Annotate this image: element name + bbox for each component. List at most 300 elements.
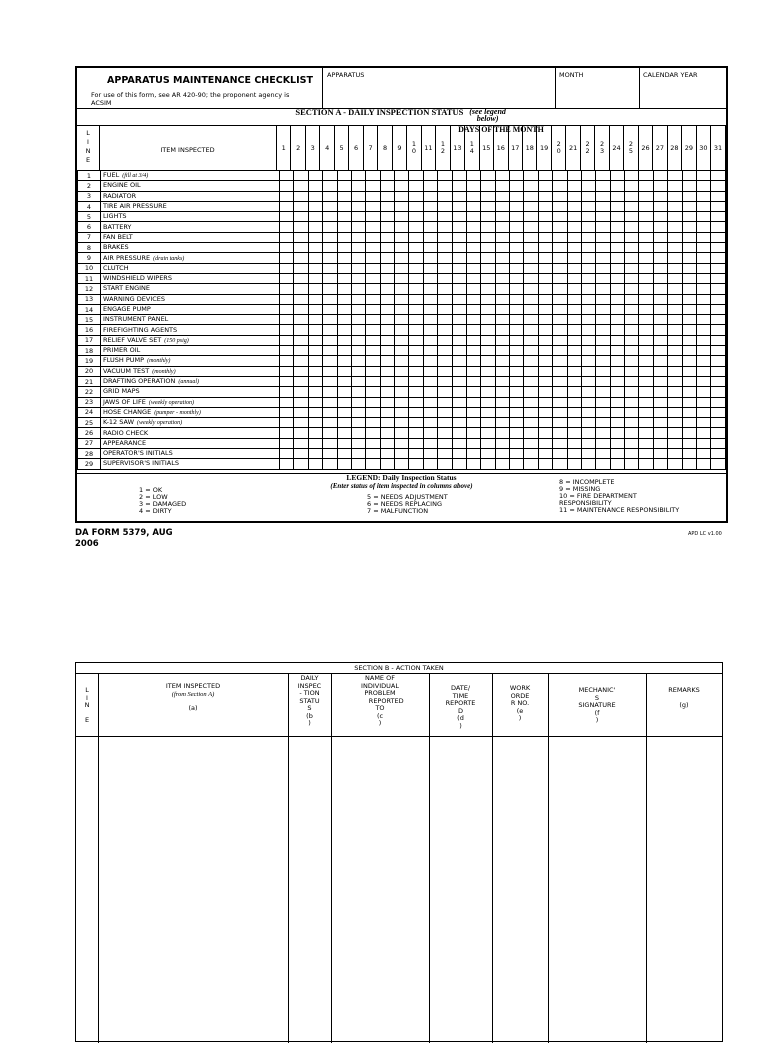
status-cell[interactable]: [567, 294, 581, 304]
status-cell[interactable]: [610, 335, 624, 345]
status-cell[interactable]: [524, 212, 538, 222]
status-cell[interactable]: [653, 315, 667, 325]
status-cell[interactable]: [653, 253, 667, 263]
status-cell[interactable]: [438, 294, 452, 304]
status-cell[interactable]: [510, 366, 524, 376]
status-cell[interactable]: [682, 222, 696, 232]
status-cell[interactable]: [625, 325, 639, 335]
status-cell[interactable]: [380, 376, 394, 386]
status-cell[interactable]: [625, 253, 639, 263]
status-cell[interactable]: [308, 191, 322, 201]
status-cell[interactable]: [538, 191, 552, 201]
status-cell[interactable]: [337, 449, 351, 459]
status-cell[interactable]: [538, 366, 552, 376]
status-cell[interactable]: [380, 346, 394, 356]
status-cell[interactable]: [351, 335, 365, 345]
status-cell[interactable]: [280, 315, 294, 325]
status-cell[interactable]: [653, 212, 667, 222]
status-cell[interactable]: [553, 181, 567, 191]
status-cell[interactable]: [610, 212, 624, 222]
status-cell[interactable]: [280, 212, 294, 222]
status-cell[interactable]: [481, 428, 495, 438]
status-cell[interactable]: [610, 171, 624, 181]
status-cell[interactable]: [668, 325, 682, 335]
status-cell[interactable]: [639, 191, 653, 201]
status-cell[interactable]: [711, 418, 726, 428]
status-cell[interactable]: [711, 201, 726, 211]
status-cell[interactable]: [653, 356, 667, 366]
status-cell[interactable]: [366, 263, 380, 273]
status-cell[interactable]: [395, 376, 409, 386]
status-cell[interactable]: [524, 397, 538, 407]
status-cell[interactable]: [495, 191, 509, 201]
status-cell[interactable]: [639, 366, 653, 376]
status-cell[interactable]: [466, 387, 480, 397]
status-cell[interactable]: [567, 315, 581, 325]
status-cell[interactable]: [337, 428, 351, 438]
status-cell[interactable]: [280, 181, 294, 191]
status-cell[interactable]: [581, 243, 595, 253]
status-cell[interactable]: [409, 438, 423, 448]
status-cell[interactable]: [452, 438, 466, 448]
status-cell[interactable]: [668, 232, 682, 242]
status-cell[interactable]: [653, 325, 667, 335]
status-cell[interactable]: [337, 315, 351, 325]
status-cell[interactable]: [481, 346, 495, 356]
status-cell[interactable]: [294, 263, 308, 273]
status-cell[interactable]: [366, 438, 380, 448]
status-cell[interactable]: [567, 428, 581, 438]
status-cell[interactable]: [538, 315, 552, 325]
status-cell[interactable]: [495, 356, 509, 366]
status-cell[interactable]: [495, 263, 509, 273]
status-cell[interactable]: [323, 273, 337, 283]
status-cell[interactable]: [495, 418, 509, 428]
status-cell[interactable]: [351, 191, 365, 201]
status-cell[interactable]: [610, 315, 624, 325]
status-cell[interactable]: [553, 449, 567, 459]
status-cell[interactable]: [452, 356, 466, 366]
status-cell[interactable]: [610, 222, 624, 232]
status-cell[interactable]: [366, 387, 380, 397]
status-cell[interactable]: [553, 428, 567, 438]
status-cell[interactable]: [639, 397, 653, 407]
status-cell[interactable]: [682, 397, 696, 407]
status-cell[interactable]: [538, 232, 552, 242]
status-cell[interactable]: [409, 232, 423, 242]
status-cell[interactable]: [380, 294, 394, 304]
status-cell[interactable]: [366, 191, 380, 201]
status-cell[interactable]: [423, 387, 437, 397]
status-cell[interactable]: [639, 356, 653, 366]
status-cell[interactable]: [639, 335, 653, 345]
status-cell[interactable]: [524, 304, 538, 314]
status-cell[interactable]: [395, 284, 409, 294]
status-cell[interactable]: [452, 284, 466, 294]
status-cell[interactable]: [466, 438, 480, 448]
status-cell[interactable]: [308, 418, 322, 428]
status-cell[interactable]: [495, 304, 509, 314]
status-cell[interactable]: [653, 335, 667, 345]
status-cell[interactable]: [294, 407, 308, 417]
status-cell[interactable]: [696, 294, 710, 304]
status-cell[interactable]: [625, 212, 639, 222]
status-cell[interactable]: [395, 222, 409, 232]
status-cell[interactable]: [423, 263, 437, 273]
status-cell[interactable]: [438, 346, 452, 356]
status-cell[interactable]: [639, 243, 653, 253]
status-cell[interactable]: [481, 387, 495, 397]
status-cell[interactable]: [438, 181, 452, 191]
status-cell[interactable]: [337, 222, 351, 232]
status-cell[interactable]: [581, 304, 595, 314]
status-cell[interactable]: [438, 243, 452, 253]
status-cell[interactable]: [581, 459, 595, 469]
status-cell[interactable]: [466, 315, 480, 325]
status-cell[interactable]: [668, 335, 682, 345]
status-cell[interactable]: [308, 294, 322, 304]
status-cell[interactable]: [553, 222, 567, 232]
status-cell[interactable]: [524, 284, 538, 294]
status-cell[interactable]: [323, 366, 337, 376]
status-cell[interactable]: [610, 449, 624, 459]
status-cell[interactable]: [380, 418, 394, 428]
status-cell[interactable]: [567, 253, 581, 263]
status-cell[interactable]: [380, 459, 394, 469]
status-cell[interactable]: [395, 315, 409, 325]
status-cell[interactable]: [452, 428, 466, 438]
status-cell[interactable]: [409, 428, 423, 438]
status-cell[interactable]: [323, 407, 337, 417]
status-cell[interactable]: [308, 222, 322, 232]
status-cell[interactable]: [409, 335, 423, 345]
status-cell[interactable]: [438, 212, 452, 222]
status-cell[interactable]: [466, 418, 480, 428]
status-cell[interactable]: [639, 294, 653, 304]
status-cell[interactable]: [538, 397, 552, 407]
status-cell[interactable]: [510, 171, 524, 181]
status-cell[interactable]: [682, 346, 696, 356]
status-cell[interactable]: [524, 346, 538, 356]
status-cell[interactable]: [653, 243, 667, 253]
status-cell[interactable]: [639, 212, 653, 222]
status-cell[interactable]: [466, 366, 480, 376]
status-cell[interactable]: [280, 449, 294, 459]
status-cell[interactable]: [610, 201, 624, 211]
status-cell[interactable]: [495, 181, 509, 191]
status-cell[interactable]: [280, 397, 294, 407]
status-cell[interactable]: [380, 284, 394, 294]
status-cell[interactable]: [395, 273, 409, 283]
status-cell[interactable]: [711, 171, 726, 181]
status-cell[interactable]: [696, 232, 710, 242]
status-cell[interactable]: [639, 181, 653, 191]
status-cell[interactable]: [438, 449, 452, 459]
remarks-entry-area[interactable]: [647, 738, 721, 1038]
status-cell[interactable]: [323, 253, 337, 263]
status-cell[interactable]: [495, 346, 509, 356]
status-cell[interactable]: [481, 335, 495, 345]
status-cell[interactable]: [567, 418, 581, 428]
status-cell[interactable]: [351, 438, 365, 448]
status-cell[interactable]: [711, 407, 726, 417]
status-cell[interactable]: [596, 181, 610, 191]
status-cell[interactable]: [610, 428, 624, 438]
status-cell[interactable]: [639, 418, 653, 428]
status-cell[interactable]: [567, 335, 581, 345]
status-cell[interactable]: [395, 449, 409, 459]
status-cell[interactable]: [639, 346, 653, 356]
status-cell[interactable]: [423, 428, 437, 438]
status-cell[interactable]: [639, 428, 653, 438]
status-cell[interactable]: [423, 459, 437, 469]
status-cell[interactable]: [581, 171, 595, 181]
status-cell[interactable]: [668, 212, 682, 222]
status-cell[interactable]: [711, 232, 726, 242]
status-cell[interactable]: [366, 407, 380, 417]
status-cell[interactable]: [481, 273, 495, 283]
status-cell[interactable]: [280, 366, 294, 376]
status-cell[interactable]: [653, 459, 667, 469]
status-cell[interactable]: [696, 212, 710, 222]
status-cell[interactable]: [323, 397, 337, 407]
status-cell[interactable]: [423, 325, 437, 335]
status-cell[interactable]: [610, 387, 624, 397]
status-cell[interactable]: [510, 232, 524, 242]
status-cell[interactable]: [668, 273, 682, 283]
status-cell[interactable]: [696, 346, 710, 356]
status-cell[interactable]: [625, 418, 639, 428]
status-cell[interactable]: [452, 212, 466, 222]
status-cell[interactable]: [452, 263, 466, 273]
status-cell[interactable]: [538, 449, 552, 459]
status-cell[interactable]: [581, 346, 595, 356]
status-cell[interactable]: [668, 263, 682, 273]
status-cell[interactable]: [639, 232, 653, 242]
status-cell[interactable]: [711, 273, 726, 283]
status-cell[interactable]: [466, 191, 480, 201]
status-cell[interactable]: [280, 232, 294, 242]
status-cell[interactable]: [682, 304, 696, 314]
status-cell[interactable]: [538, 428, 552, 438]
status-cell[interactable]: [524, 222, 538, 232]
status-cell[interactable]: [510, 418, 524, 428]
status-cell[interactable]: [380, 273, 394, 283]
status-cell[interactable]: [323, 212, 337, 222]
status-cell[interactable]: [553, 438, 567, 448]
status-cell[interactable]: [466, 294, 480, 304]
status-cell[interactable]: [625, 171, 639, 181]
status-cell[interactable]: [596, 335, 610, 345]
status-cell[interactable]: [366, 222, 380, 232]
status-cell[interactable]: [625, 459, 639, 469]
status-cell[interactable]: [696, 201, 710, 211]
status-cell[interactable]: [696, 438, 710, 448]
status-cell[interactable]: [423, 294, 437, 304]
status-cell[interactable]: [308, 263, 322, 273]
status-cell[interactable]: [395, 212, 409, 222]
status-cell[interactable]: [423, 366, 437, 376]
daily-inspection-status-entry-area[interactable]: [289, 738, 330, 1038]
status-cell[interactable]: [337, 284, 351, 294]
status-cell[interactable]: [395, 325, 409, 335]
status-cell[interactable]: [409, 325, 423, 335]
status-cell[interactable]: [280, 243, 294, 253]
status-cell[interactable]: [280, 428, 294, 438]
status-cell[interactable]: [538, 304, 552, 314]
status-cell[interactable]: [524, 418, 538, 428]
status-cell[interactable]: [711, 222, 726, 232]
status-cell[interactable]: [610, 232, 624, 242]
status-cell[interactable]: [409, 171, 423, 181]
status-cell[interactable]: [323, 232, 337, 242]
status-cell[interactable]: [639, 263, 653, 273]
status-cell[interactable]: [466, 253, 480, 263]
status-cell[interactable]: [366, 397, 380, 407]
calendar-year-field[interactable]: [642, 80, 724, 106]
status-cell[interactable]: [337, 171, 351, 181]
status-cell[interactable]: [409, 346, 423, 356]
status-cell[interactable]: [294, 428, 308, 438]
status-cell[interactable]: [409, 366, 423, 376]
status-cell[interactable]: [553, 273, 567, 283]
status-cell[interactable]: [696, 376, 710, 386]
status-cell[interactable]: [696, 428, 710, 438]
status-cell[interactable]: [423, 376, 437, 386]
status-cell[interactable]: [596, 201, 610, 211]
status-cell[interactable]: [567, 191, 581, 201]
status-cell[interactable]: [395, 201, 409, 211]
status-cell[interactable]: [409, 418, 423, 428]
status-cell[interactable]: [625, 449, 639, 459]
status-cell[interactable]: [696, 407, 710, 417]
status-cell[interactable]: [294, 212, 308, 222]
status-cell[interactable]: [423, 304, 437, 314]
status-cell[interactable]: [711, 387, 726, 397]
status-cell[interactable]: [466, 376, 480, 386]
status-cell[interactable]: [625, 315, 639, 325]
status-cell[interactable]: [466, 201, 480, 211]
status-cell[interactable]: [653, 263, 667, 273]
status-cell[interactable]: [581, 449, 595, 459]
status-cell[interactable]: [495, 397, 509, 407]
status-cell[interactable]: [423, 397, 437, 407]
status-cell[interactable]: [524, 376, 538, 386]
status-cell[interactable]: [481, 397, 495, 407]
status-cell[interactable]: [510, 376, 524, 386]
status-cell[interactable]: [395, 407, 409, 417]
status-cell[interactable]: [510, 428, 524, 438]
status-cell[interactable]: [696, 335, 710, 345]
status-cell[interactable]: [668, 407, 682, 417]
status-cell[interactable]: [308, 407, 322, 417]
status-cell[interactable]: [438, 376, 452, 386]
status-cell[interactable]: [610, 253, 624, 263]
status-cell[interactable]: [711, 325, 726, 335]
status-cell[interactable]: [409, 397, 423, 407]
status-cell[interactable]: [308, 449, 322, 459]
status-cell[interactable]: [567, 243, 581, 253]
status-cell[interactable]: [668, 171, 682, 181]
status-cell[interactable]: [308, 201, 322, 211]
status-cell[interactable]: [438, 366, 452, 376]
status-cell[interactable]: [438, 273, 452, 283]
status-cell[interactable]: [452, 335, 466, 345]
status-cell[interactable]: [581, 253, 595, 263]
status-cell[interactable]: [581, 438, 595, 448]
status-cell[interactable]: [711, 346, 726, 356]
status-cell[interactable]: [308, 253, 322, 263]
status-cell[interactable]: [366, 356, 380, 366]
status-cell[interactable]: [351, 212, 365, 222]
status-cell[interactable]: [696, 171, 710, 181]
status-cell[interactable]: [682, 243, 696, 253]
status-cell[interactable]: [639, 222, 653, 232]
status-cell[interactable]: [294, 201, 308, 211]
status-cell[interactable]: [495, 243, 509, 253]
status-cell[interactable]: [395, 356, 409, 366]
status-cell[interactable]: [351, 171, 365, 181]
status-cell[interactable]: [581, 201, 595, 211]
status-cell[interactable]: [682, 407, 696, 417]
status-cell[interactable]: [596, 263, 610, 273]
status-cell[interactable]: [438, 335, 452, 345]
status-cell[interactable]: [510, 325, 524, 335]
status-cell[interactable]: [567, 407, 581, 417]
status-cell[interactable]: [423, 201, 437, 211]
status-cell[interactable]: [366, 201, 380, 211]
status-cell[interactable]: [351, 356, 365, 366]
status-cell[interactable]: [351, 387, 365, 397]
status-cell[interactable]: [625, 243, 639, 253]
status-cell[interactable]: [639, 438, 653, 448]
status-cell[interactable]: [668, 428, 682, 438]
status-cell[interactable]: [423, 438, 437, 448]
status-cell[interactable]: [495, 407, 509, 417]
status-cell[interactable]: [466, 407, 480, 417]
status-cell[interactable]: [380, 356, 394, 366]
status-cell[interactable]: [668, 397, 682, 407]
status-cell[interactable]: [323, 387, 337, 397]
status-cell[interactable]: [639, 449, 653, 459]
status-cell[interactable]: [610, 438, 624, 448]
status-cell[interactable]: [308, 212, 322, 222]
status-cell[interactable]: [481, 191, 495, 201]
status-cell[interactable]: [452, 387, 466, 397]
status-cell[interactable]: [280, 191, 294, 201]
status-cell[interactable]: [567, 232, 581, 242]
status-cell[interactable]: [294, 253, 308, 263]
status-cell[interactable]: [280, 438, 294, 448]
status-cell[interactable]: [711, 294, 726, 304]
status-cell[interactable]: [280, 263, 294, 273]
status-cell[interactable]: [524, 356, 538, 366]
status-cell[interactable]: [280, 294, 294, 304]
status-cell[interactable]: [596, 459, 610, 469]
status-cell[interactable]: [538, 438, 552, 448]
status-cell[interactable]: [639, 201, 653, 211]
status-cell[interactable]: [495, 212, 509, 222]
status-cell[interactable]: [294, 366, 308, 376]
status-cell[interactable]: [538, 407, 552, 417]
status-cell[interactable]: [711, 253, 726, 263]
status-cell[interactable]: [653, 376, 667, 386]
status-cell[interactable]: [682, 232, 696, 242]
status-cell[interactable]: [380, 212, 394, 222]
status-cell[interactable]: [395, 191, 409, 201]
status-cell[interactable]: [696, 181, 710, 191]
status-cell[interactable]: [380, 407, 394, 417]
